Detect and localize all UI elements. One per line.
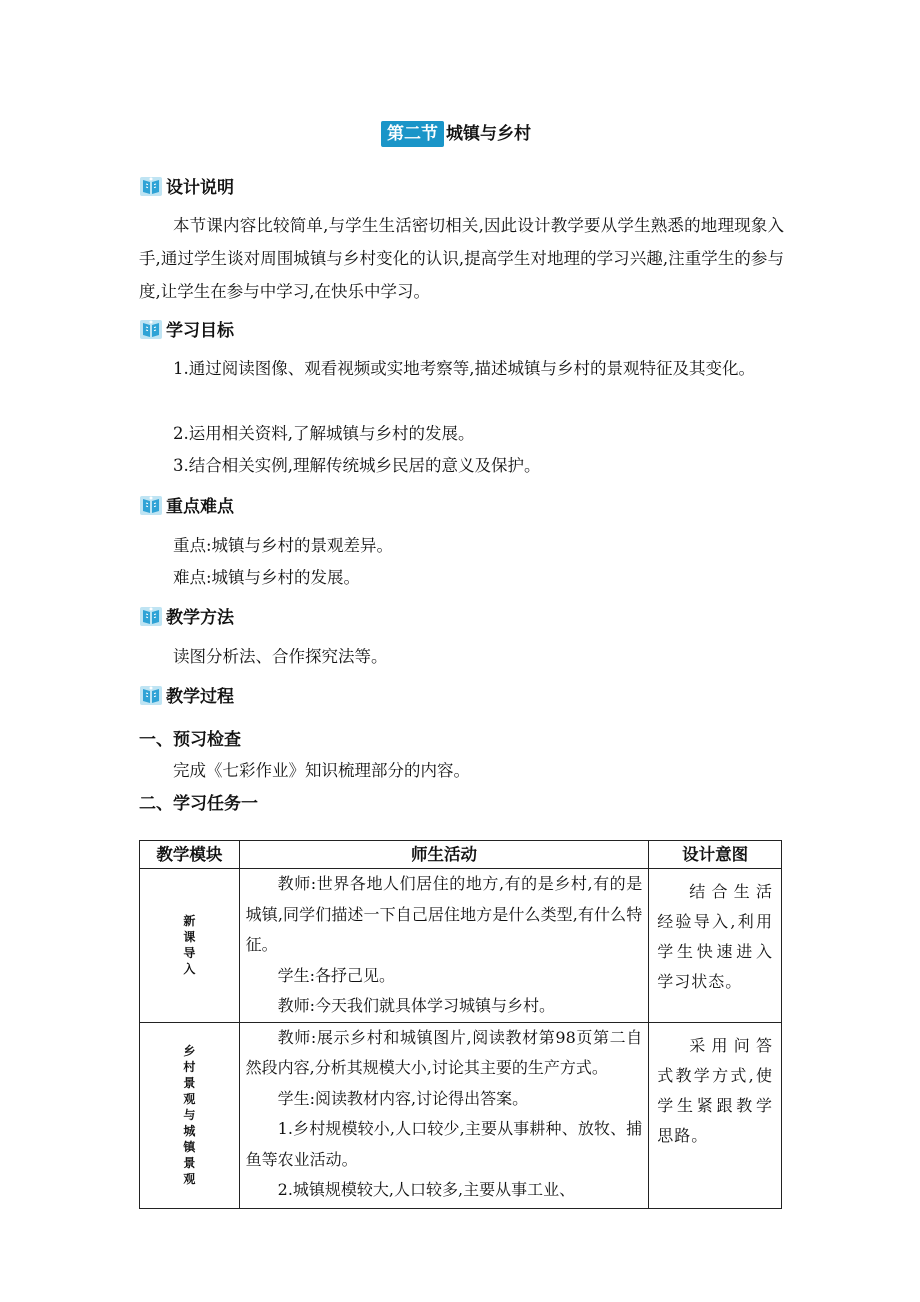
key-points-heading-text: 重点难点 xyxy=(166,497,234,517)
methods-heading-text: 教学方法 xyxy=(166,608,234,628)
book-icon xyxy=(139,175,163,197)
key-points-heading xyxy=(139,492,234,517)
objectives-heading xyxy=(139,316,234,341)
part2-title: 二、学习任务一 xyxy=(139,794,258,814)
lesson-table xyxy=(139,840,782,1209)
activity-line: 学生:阅读教材内容,讨论得出答案。 xyxy=(277,1088,529,1108)
book-icon xyxy=(139,318,163,340)
design-notes-heading-text: 设计说明 xyxy=(166,178,234,198)
methods-text: 读图分析法、合作探究法等。 xyxy=(173,647,388,666)
book-icon xyxy=(139,605,163,627)
objective-item-2: 2.运用相关资料,了解城镇与乡村的发展。 xyxy=(173,424,475,443)
intent-text: 采用问答式教学方式,使学生紧跟教学思路。 xyxy=(657,1035,773,1145)
table-header: 教学模块 xyxy=(140,841,240,869)
module-label: 乡村景观与城镇景观 xyxy=(183,1044,196,1186)
table-header: 师生活动 xyxy=(239,841,649,869)
activity-line: 教师:展示乡村和城镇图片,阅读教材第98页第二自然段内容,分析其规模大小,讨论其主要的生产方式。 xyxy=(245,1027,643,1077)
activity-line: 教师:今天我们就具体学习城镇与乡村。 xyxy=(277,996,556,1015)
design-notes-text: 本节课内容比较简单,与学生生活密切相关,因此设计教学要从学生熟悉的地理现象入手,通过学生谈对周围城镇与乡村变化的认识,提高学生对地理的学习兴趣,注重学生的参与度,让学生在参与中学习,在快乐中学习。 xyxy=(139,216,784,301)
section-title-row xyxy=(381,121,531,147)
activity-line: 2.城镇规模较大,人口较多,主要从事工业、 xyxy=(277,1180,576,1199)
difficulty-point: 难点:城镇与乡村的发展。 xyxy=(173,568,361,587)
intent-cell xyxy=(649,869,782,1023)
book-icon xyxy=(139,494,163,516)
module-cell xyxy=(140,869,240,1023)
section-badge: 第二节 xyxy=(381,121,444,147)
table-header: 设计意图 xyxy=(649,841,782,869)
activities-cell xyxy=(239,1022,649,1208)
objective-item-3: 3.结合相关实例,理解传统城乡民居的意义及保护。 xyxy=(173,456,541,475)
process-heading xyxy=(139,682,234,707)
table-row xyxy=(140,869,782,1023)
table-row xyxy=(140,1022,782,1208)
module-cell xyxy=(140,1022,240,1208)
methods-heading xyxy=(139,603,234,628)
intent-cell xyxy=(649,1022,782,1208)
module-label: 新课导入 xyxy=(183,914,196,977)
design-notes-heading xyxy=(139,173,234,198)
process-heading-text: 教学过程 xyxy=(166,687,234,707)
activity-line: 1.乡村规模较小,人口较少,主要从事耕种、放牧、捕鱼等农业活动。 xyxy=(245,1119,643,1169)
objective-item-1: 1.通过阅读图像、观看视频或实地考察等,描述城镇与乡村的景观特征及其变化。 xyxy=(173,359,755,378)
activity-line: 学生:各抒己见。 xyxy=(277,965,396,985)
part1-text: 完成《七彩作业》知识梳理部分的内容。 xyxy=(173,761,470,780)
intent-text: 结合生活经验导入,利用学生快速进入学习状态。 xyxy=(657,882,773,991)
activities-cell xyxy=(239,869,649,1023)
objectives-heading-text: 学习目标 xyxy=(166,321,234,341)
book-icon xyxy=(139,684,163,706)
table-header-row xyxy=(140,841,782,869)
key-point: 重点:城镇与乡村的景观差异。 xyxy=(173,536,394,555)
activity-line: 教师:世界各地人们居住的地方,有的是乡村,有的是城镇,同学们描述一下自己居住地方是什么类型,有什么特征。 xyxy=(245,874,643,954)
part1-title: 一、预习检查 xyxy=(139,730,241,750)
section-title: 城镇与乡村 xyxy=(446,124,531,144)
